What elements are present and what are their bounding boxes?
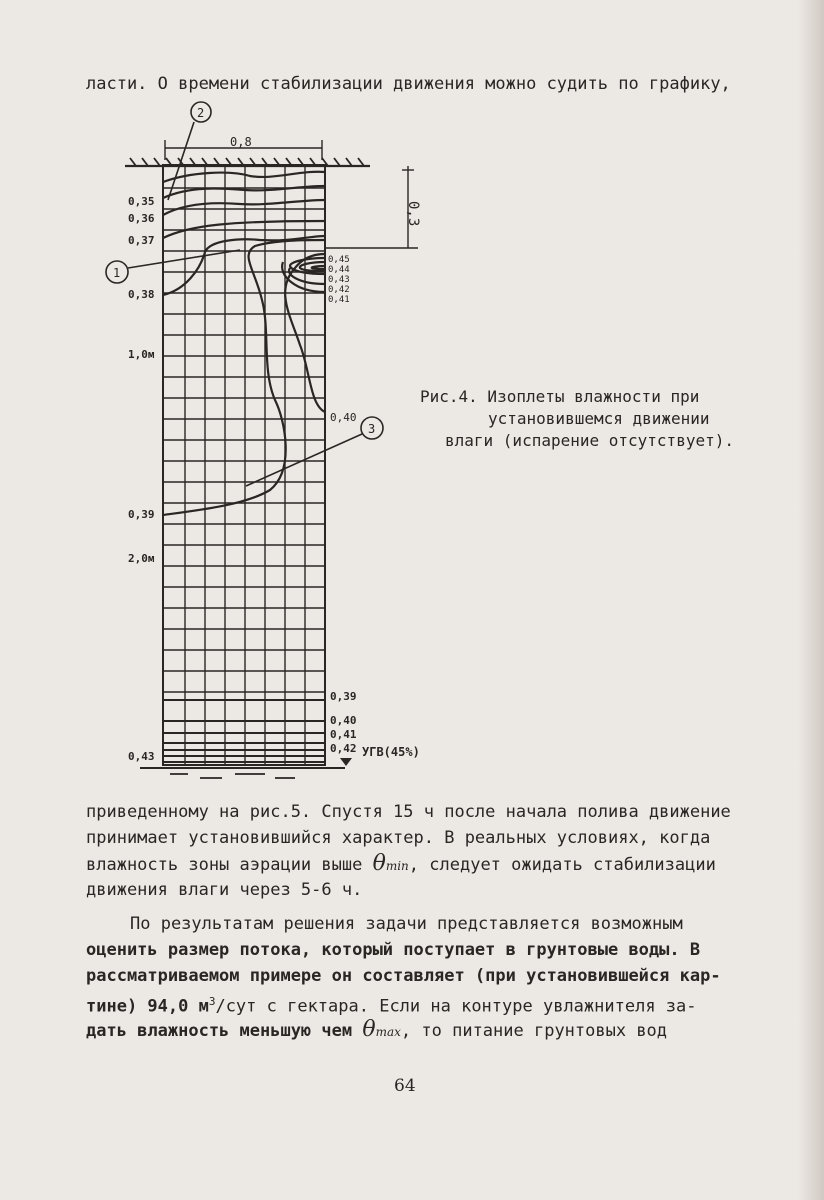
paragraph-2-line-4-end: /сут с гектара. Если на контуре увлажнителя за- <box>215 996 697 1017</box>
paragraph-2-line-3: рассматриваемом примере он составляет (при установившейся кар- <box>86 966 721 986</box>
page-number: 64 <box>394 1076 416 1096</box>
left-label-035: 0,35 <box>128 195 155 208</box>
paragraph-1-line-3-end: , следует ожидать стабилизации <box>408 855 716 875</box>
inner-label-041: 0,41 <box>328 295 350 305</box>
theta-max-subscript: max <box>375 1025 401 1039</box>
left-label-043: 0,43 <box>128 750 155 763</box>
paragraph-1-line-2: принимает установившийся характер. В реальных условиях, когда <box>86 828 711 848</box>
isopleth-curves <box>163 172 325 515</box>
paragraph-2-line-1: По результатам решения задачи представляется возможным <box>130 914 683 934</box>
bottom-label-040: 0,40 <box>330 714 357 727</box>
inner-label-042: 0,42 <box>328 285 350 295</box>
inner-label-043: 0,43 <box>328 275 350 285</box>
figure-caption-line-2: установившемся движении <box>488 409 710 428</box>
figure-grid <box>163 165 325 765</box>
left-label-depth-2: 2,0м <box>128 552 155 565</box>
left-label-depth-1: 1,0м <box>128 348 155 361</box>
paragraph-1-line-1: приведенному на рис.5. Спустя 15 ч после начала полива движение <box>86 802 731 822</box>
paragraph-1-line-3 <box>86 852 766 878</box>
left-label-038: 0,38 <box>128 288 155 301</box>
paragraph-2-line-5-end: , то питание грунтовых вод <box>400 1021 668 1041</box>
callout-3 <box>246 417 383 486</box>
width-label: 0,8 <box>230 135 252 149</box>
figure-caption-line-1: Рис.4. Изоплеты влажности при <box>420 387 700 406</box>
paragraph-2-line-5-start: дать влажность меньшую чем <box>86 1021 353 1041</box>
left-label-039: 0,39 <box>128 508 155 521</box>
left-label-036: 0,36 <box>128 212 155 225</box>
callout-1 <box>106 250 240 283</box>
paragraph-2-line-2: оценить размер потока, который поступает в грунтовые воды. В <box>86 940 701 960</box>
top-text-line: ласти. О времени стабилизации движения можно судить по графику, <box>86 74 731 94</box>
callout-2-label: 2 <box>197 106 205 120</box>
ugv-label: УГВ(45%) <box>362 745 420 759</box>
cubic-superscript: 3 <box>208 995 216 1008</box>
callout-3-label: 3 <box>368 422 376 436</box>
figure-caption-line-3: влаги (испарение отсутствует). <box>445 431 734 450</box>
paragraph-2-line-5 <box>86 1018 766 1044</box>
paragraph-1-line-3-start: влажность зоны аэрации выше <box>86 855 363 875</box>
depth-label: 0,3 <box>405 201 421 227</box>
bottom-label-042: 0,42 <box>330 742 357 755</box>
inner-label-045: 0,45 <box>328 255 350 265</box>
inner-label-040: 0,40 <box>330 411 357 424</box>
paragraph-1-line-4: движения влаги через 5-6 ч. <box>86 880 363 900</box>
paragraph-2-line-4-start: тине) 94,0 м <box>86 996 209 1017</box>
inner-label-044: 0,44 <box>328 265 350 275</box>
callout-1-label: 1 <box>113 266 121 280</box>
paragraph-2-line-4 <box>86 990 766 1019</box>
bottom-label-039: 0,39 <box>330 690 357 703</box>
left-label-037: 0,37 <box>128 234 155 247</box>
theta-max-symbol: θ <box>362 1017 376 1042</box>
theta-min-subscript: min <box>385 859 409 873</box>
theta-min-symbol: θ <box>372 851 386 876</box>
depth-dimension <box>326 166 418 248</box>
ugv-marker-icon <box>340 758 352 766</box>
bottom-label-041: 0,41 <box>330 728 357 741</box>
